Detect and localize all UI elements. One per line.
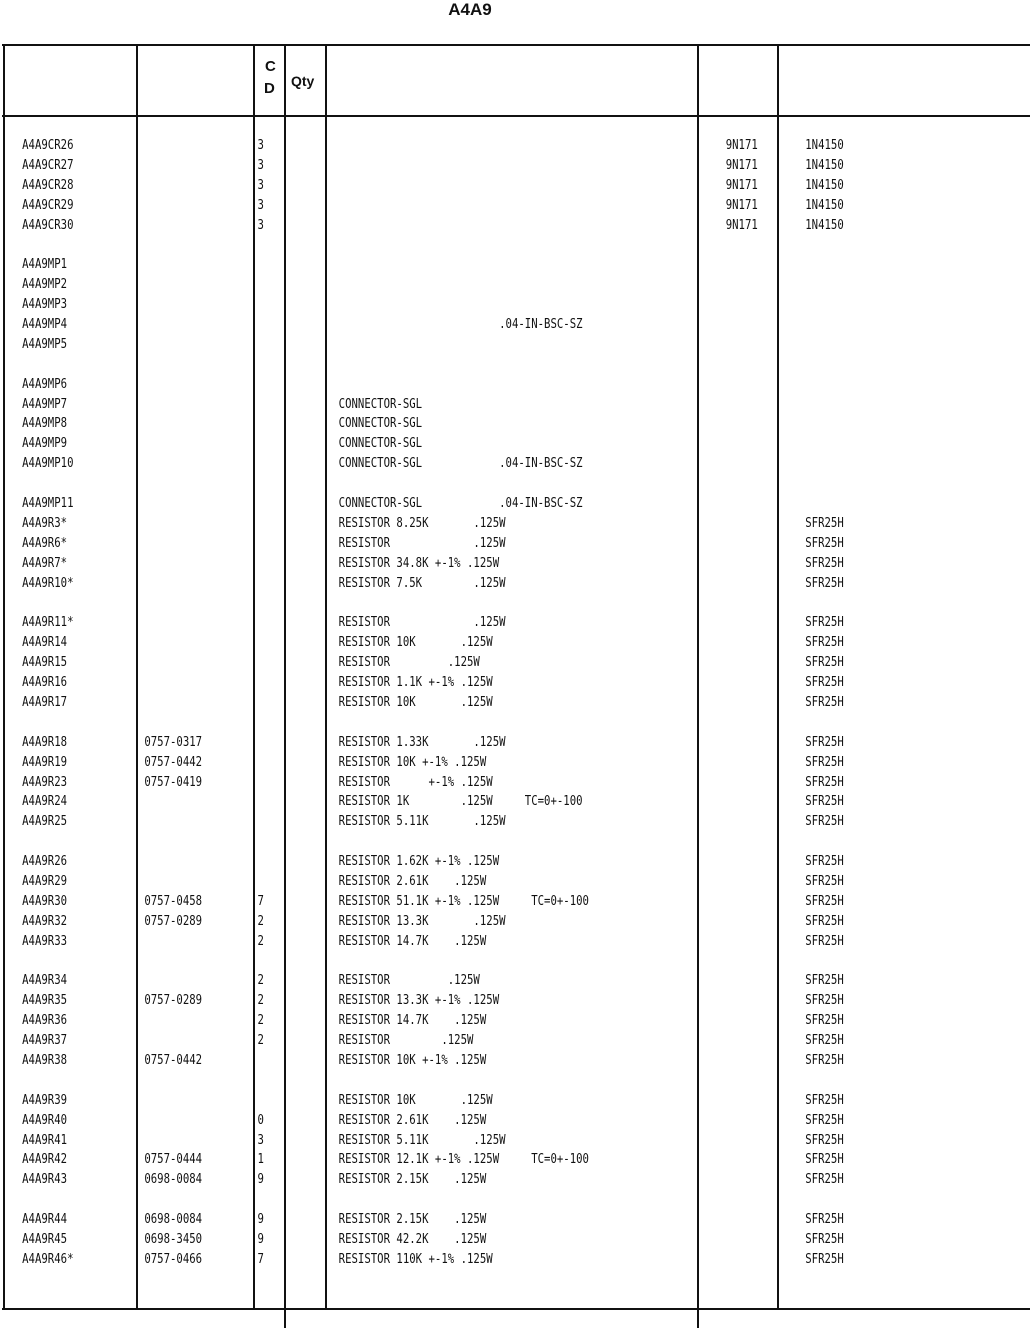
check-digit-cell: 3 (257, 157, 264, 173)
table-row (0, 1111, 846, 1131)
check-digit-cell: 7 (257, 893, 264, 909)
mfr-part-number-cell: SFR25H (805, 794, 844, 810)
part-number-cell: 0757-0419 (144, 774, 203, 790)
mfr-part-number-cell: SFR25H (805, 814, 844, 830)
table-row (0, 792, 846, 812)
table-row (0, 395, 846, 415)
mfr-part-number-cell: SFR25H (805, 1172, 844, 1188)
ref-cell: A4A9R33 (22, 933, 68, 949)
table-row (0, 633, 846, 653)
mfr-part-number-cell: SFR25H (805, 515, 844, 531)
table-row (0, 295, 846, 315)
description-cell: RESISTOR 5.11K .125W (338, 814, 506, 830)
description-cell: RESISTOR 1.1K +-1% .125W (338, 675, 493, 691)
check-digit-cell: 2 (257, 1033, 264, 1049)
table-row (0, 1190, 846, 1210)
ref-cell: A4A9R19 (22, 754, 68, 770)
ref-cell: A4A9R46* (22, 1251, 74, 1267)
description-cell: RESISTOR .125W (338, 973, 480, 989)
check-digit-cell: 3 (257, 217, 264, 233)
description-cell: RESISTOR 2.61K .125W (338, 1112, 487, 1128)
header-cd-bottom: D (264, 80, 275, 97)
table-row (0, 375, 846, 395)
ref-cell: A4A9CR26 (22, 138, 74, 153)
ref-cell: A4A9R16 (22, 675, 68, 691)
table-row (0, 1031, 846, 1051)
table-row (0, 136, 846, 156)
table-row (0, 812, 846, 832)
ref-cell: A4A9CR28 (22, 177, 74, 193)
part-number-cell: 0757-0289 (144, 993, 203, 1009)
table-row (0, 912, 846, 932)
mfr-part-number-cell: SFR25H (805, 635, 844, 651)
table-row (0, 733, 846, 753)
description-cell: RESISTOR 110K +-1% .125W (338, 1251, 493, 1267)
description-cell: RESISTOR 51.1K +-1% .125W TC=0+-100 (338, 893, 589, 909)
check-digit-cell: 3 (257, 138, 264, 153)
ref-cell: A4A9MP10 (22, 456, 74, 472)
mfr-part-number-cell: SFR25H (805, 893, 844, 909)
description-cell: RESISTOR 10K .125W (338, 635, 493, 651)
mfr-part-number-cell: 1N4150 (805, 138, 844, 153)
mfr-part-number-cell: SFR25H (805, 1212, 844, 1228)
ref-cell: A4A9MP2 (22, 277, 68, 293)
table-row (0, 1011, 846, 1031)
ref-cell: A4A9R3* (22, 515, 68, 531)
table-bottom-border (2, 1308, 1030, 1310)
table-row (0, 216, 846, 236)
mfr-part-number-cell: SFR25H (805, 873, 844, 889)
check-digit-cell: 7 (257, 1251, 264, 1267)
ref-cell: A4A9R23 (22, 774, 68, 790)
description-cell: RESISTOR 1.33K .125W (338, 734, 506, 750)
description-cell: RESISTOR 7.5K .125W (338, 575, 506, 591)
ref-cell: A4A9MP9 (22, 436, 68, 452)
mfr-part-number-cell: 1N4150 (805, 217, 844, 233)
ref-cell: A4A9MP7 (22, 396, 68, 412)
ref-cell: A4A9R45 (22, 1231, 68, 1247)
ref-cell: A4A9R11* (22, 615, 74, 631)
check-digit-cell: 0 (257, 1112, 264, 1128)
ref-cell: A4A9R40 (22, 1112, 68, 1128)
mfr-part-number-cell: SFR25H (805, 535, 844, 551)
check-digit-cell: 1 (257, 1152, 264, 1168)
part-number-cell: 0757-0444 (144, 1152, 203, 1168)
mfr-code-cell: 9N171 (725, 177, 758, 193)
table-row (0, 832, 846, 852)
description-cell: RESISTOR 10K .125W (338, 694, 493, 710)
table-row (0, 315, 846, 335)
ref-cell: A4A9R25 (22, 814, 68, 830)
table-row (0, 514, 846, 534)
header-qty: Qty (291, 73, 315, 89)
mfr-part-number-cell: SFR25H (805, 1092, 844, 1108)
description-cell: RESISTOR .125W (338, 655, 480, 671)
check-digit-cell: 9 (257, 1231, 264, 1247)
description-cell: RESISTOR 42.2K .125W (338, 1231, 487, 1247)
ref-cell: A4A9R26 (22, 854, 68, 870)
table-row (0, 554, 846, 574)
table-row (0, 593, 846, 613)
part-number-cell: 0698-3450 (144, 1231, 203, 1247)
check-digit-cell: 2 (257, 1013, 264, 1029)
table-row (0, 574, 846, 594)
check-digit-cell: 3 (257, 177, 264, 193)
ref-cell: A4A9R37 (22, 1033, 68, 1049)
ref-cell: A4A9R17 (22, 694, 68, 710)
description-cell: CONNECTOR-SGL (338, 416, 423, 432)
ref-cell: A4A9MP5 (22, 336, 68, 352)
ref-cell: A4A9R10* (22, 575, 74, 591)
table-row (0, 852, 846, 872)
table-row (0, 434, 846, 454)
table-row (0, 613, 846, 633)
description-cell: RESISTOR 5.11K .125W (338, 1132, 506, 1148)
part-number-cell: 0757-0458 (144, 893, 203, 909)
description-cell: RESISTOR .125W (338, 615, 506, 631)
mfr-part-number-cell: SFR25H (805, 655, 844, 671)
table-row (0, 693, 846, 713)
ref-cell: A4A9CR30 (22, 217, 74, 233)
description-cell: RESISTOR 10K +-1% .125W (338, 1052, 487, 1068)
table-row (0, 1091, 846, 1111)
description-cell: RESISTOR 10K +-1% .125W (338, 754, 487, 770)
ref-cell: A4A9MP8 (22, 416, 68, 432)
table-row (0, 932, 846, 952)
description-cell: CONNECTOR-SGL (338, 396, 423, 412)
ref-cell: A4A9MP3 (22, 297, 68, 313)
mfr-part-number-cell: SFR25H (805, 1112, 844, 1128)
mfr-part-number-cell: SFR25H (805, 734, 844, 750)
check-digit-cell: 2 (257, 913, 264, 929)
part-number-cell: 0698-0084 (144, 1172, 203, 1188)
ref-cell: A4A9R32 (22, 913, 68, 929)
mfr-part-number-cell: SFR25H (805, 1033, 844, 1049)
mfr-part-number-cell: SFR25H (805, 854, 844, 870)
mfr-part-number-cell: SFR25H (805, 933, 844, 949)
description-cell: RESISTOR 13.3K .125W (338, 913, 506, 929)
part-number-cell: 0698-0084 (144, 1212, 203, 1228)
table-row (0, 474, 846, 494)
table-row (0, 1170, 846, 1190)
ref-cell: A4A9MP11 (22, 496, 74, 512)
mfr-part-number-cell: SFR25H (805, 774, 844, 790)
check-digit-cell: 2 (257, 973, 264, 989)
mfr-code-cell: 9N171 (725, 217, 758, 233)
mfr-part-number-cell: SFR25H (805, 575, 844, 591)
ref-cell: A4A9R18 (22, 734, 68, 750)
table-row (0, 773, 846, 793)
mfr-part-number-cell: SFR25H (805, 913, 844, 929)
table-row (0, 1051, 846, 1071)
header-bottom-border (2, 115, 1030, 117)
mfr-part-number-cell: SFR25H (805, 1231, 844, 1247)
ref-cell: A4A9R6* (22, 535, 68, 551)
description-cell: RESISTOR .125W (338, 535, 506, 551)
check-digit-cell: 9 (257, 1172, 264, 1188)
ref-cell: A4A9R36 (22, 1013, 68, 1029)
check-digit-cell: 2 (257, 993, 264, 1009)
table-row (0, 872, 846, 892)
mfr-part-number-cell: SFR25H (805, 1251, 844, 1267)
table-row (0, 1210, 846, 1230)
ref-cell: A4A9MP1 (22, 257, 68, 273)
table-row (0, 255, 846, 275)
description-cell: .04-IN-BSC-SZ (338, 317, 583, 333)
header-cd-top: C (265, 58, 276, 75)
table-row (0, 1071, 846, 1091)
mfr-part-number-cell: SFR25H (805, 993, 844, 1009)
ref-cell: A4A9R41 (22, 1132, 68, 1148)
description-cell: RESISTOR 13.3K +-1% .125W (338, 993, 500, 1009)
table-row (0, 414, 846, 434)
mfr-code-cell: 9N171 (725, 138, 758, 153)
mfr-part-number-cell: 1N4150 (805, 157, 844, 173)
ref-cell: A4A9MP4 (22, 317, 68, 333)
page-title: A4A9 (448, 0, 492, 19)
table-row (0, 196, 846, 216)
mfr-part-number-cell: SFR25H (805, 555, 844, 571)
table-row (0, 235, 846, 255)
table-row (0, 1131, 846, 1151)
mfr-part-number-cell: SFR25H (805, 694, 844, 710)
parts-list (0, 136, 1032, 1270)
table-row (0, 713, 846, 733)
description-cell: RESISTOR 2.61K .125W (338, 873, 487, 889)
table-row (0, 156, 846, 176)
table-row (0, 653, 846, 673)
ref-cell: A4A9R39 (22, 1092, 68, 1108)
mfr-part-number-cell: 1N4150 (805, 177, 844, 193)
mfr-part-number-cell: SFR25H (805, 615, 844, 631)
table-row (0, 176, 846, 196)
description-cell: RESISTOR 2.15K .125W (338, 1212, 487, 1228)
table-row (0, 892, 846, 912)
ref-cell: A4A9CR27 (22, 157, 74, 173)
part-number-cell: 0757-0442 (144, 1052, 203, 1068)
mfr-part-number-cell: SFR25H (805, 754, 844, 770)
description-cell: RESISTOR .125W (338, 1033, 474, 1049)
check-digit-cell: 3 (257, 197, 264, 213)
mfr-part-number-cell: SFR25H (805, 973, 844, 989)
table-row (0, 991, 846, 1011)
table-row (0, 971, 846, 991)
ref-cell: A4A9R42 (22, 1152, 68, 1168)
ref-cell: A4A9R34 (22, 973, 68, 989)
check-digit-cell: 3 (257, 1132, 264, 1148)
check-digit-cell: 9 (257, 1212, 264, 1228)
ref-cell: A4A9R38 (22, 1052, 68, 1068)
table-row (0, 673, 846, 693)
description-cell: RESISTOR 14.7K .125W (338, 933, 487, 949)
description-cell: RESISTOR 1K .125W TC=0+-100 (338, 794, 583, 810)
mfr-part-number-cell: SFR25H (805, 675, 844, 691)
ref-cell: A4A9R15 (22, 655, 68, 671)
ref-cell: A4A9R35 (22, 993, 68, 1009)
mfr-code-cell: 9N171 (725, 197, 758, 213)
description-cell: RESISTOR 10K .125W (338, 1092, 493, 1108)
table-row (0, 335, 846, 355)
description-cell: RESISTOR 34.8K +-1% .125W (338, 555, 500, 571)
description-cell: RESISTOR 12.1K +-1% .125W TC=0+-100 (338, 1152, 589, 1168)
ref-cell: A4A9R43 (22, 1172, 68, 1188)
description-cell: RESISTOR 2.15K .125W (338, 1172, 487, 1188)
mfr-part-number-cell: SFR25H (805, 1132, 844, 1148)
ref-cell: A4A9R44 (22, 1212, 68, 1228)
mfr-part-number-cell: SFR25H (805, 1013, 844, 1029)
table-row (0, 1150, 846, 1170)
table-row (0, 355, 846, 375)
table-row (0, 1230, 846, 1250)
description-cell: RESISTOR +-1% .125W (338, 774, 493, 790)
table-row (0, 494, 846, 514)
part-number-cell: 0757-0466 (144, 1251, 203, 1267)
ref-cell: A4A9MP6 (22, 376, 68, 392)
table-row (0, 534, 846, 554)
table-row (0, 275, 846, 295)
ref-cell: A4A9R30 (22, 893, 68, 909)
table-row (0, 952, 846, 972)
part-number-cell: 0757-0317 (144, 734, 203, 750)
description-cell: CONNECTOR-SGL .04-IN-BSC-SZ (338, 456, 583, 472)
description-cell: CONNECTOR-SGL (338, 436, 423, 452)
part-number-cell: 0757-0289 (144, 913, 203, 929)
description-cell: RESISTOR 8.25K .125W (338, 515, 506, 531)
mfr-part-number-cell: SFR25H (805, 1152, 844, 1168)
table-row (0, 454, 846, 474)
description-cell: CONNECTOR-SGL .04-IN-BSC-SZ (338, 496, 583, 512)
table-row (0, 753, 846, 773)
ref-cell: A4A9CR29 (22, 197, 74, 213)
ref-cell: A4A9R14 (22, 635, 68, 651)
ref-cell: A4A9R24 (22, 794, 68, 810)
part-number-cell: 0757-0442 (144, 754, 203, 770)
mfr-part-number-cell: 1N4150 (805, 197, 844, 213)
ref-cell: A4A9R29 (22, 873, 68, 889)
description-cell: RESISTOR 14.7K .125W (338, 1013, 487, 1029)
check-digit-cell: 2 (257, 933, 264, 949)
table-top-border (2, 44, 1030, 46)
table-row (0, 1250, 846, 1270)
mfr-part-number-cell: SFR25H (805, 1052, 844, 1068)
ref-cell: A4A9R7* (22, 555, 68, 571)
description-cell: RESISTOR 1.62K +-1% .125W (338, 854, 500, 870)
mfr-code-cell: 9N171 (725, 157, 758, 173)
